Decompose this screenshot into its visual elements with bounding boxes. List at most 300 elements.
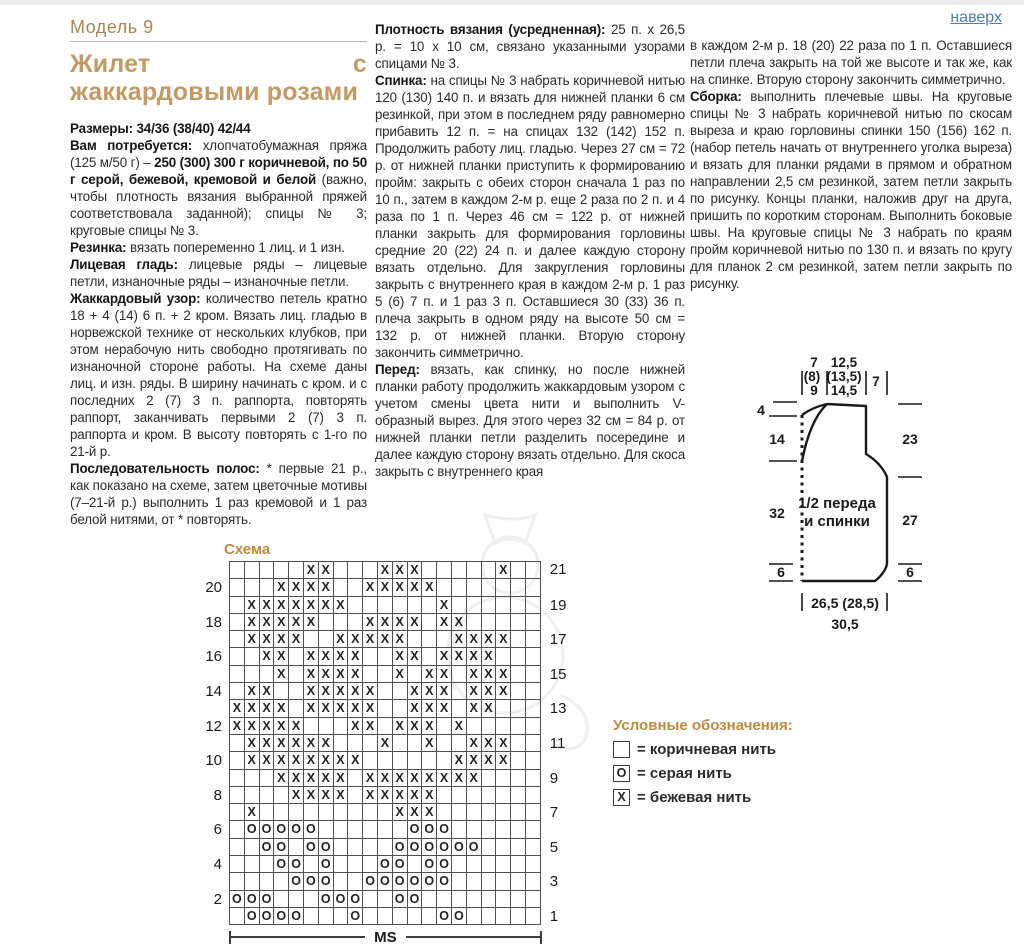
repeat-bracket xyxy=(229,927,542,944)
chart-cell: X xyxy=(408,770,423,787)
chart-cell xyxy=(363,666,378,683)
chart-row-1 xyxy=(196,908,571,925)
chart-cell: X xyxy=(304,683,319,700)
chart-cell: X xyxy=(348,648,363,665)
chart-cell xyxy=(230,579,245,596)
chart-cell: X xyxy=(348,683,363,700)
row-number-right: 3 xyxy=(549,873,559,891)
chart-cell: X xyxy=(482,683,497,700)
chart-cell: X xyxy=(260,614,275,631)
chart-cell xyxy=(526,908,541,925)
chart-cell: X xyxy=(393,562,408,579)
chart-cells xyxy=(229,614,541,631)
chart-cell: X xyxy=(319,787,334,804)
chart-row-8 xyxy=(196,787,571,804)
chart-cell xyxy=(274,873,289,890)
chart-cells xyxy=(229,718,541,735)
chart-cell xyxy=(289,648,304,665)
chart-cell: X xyxy=(274,752,289,769)
chart-cell: X xyxy=(289,718,304,735)
chart-cell xyxy=(437,752,452,769)
chart-cell: X xyxy=(274,666,289,683)
row-number-right: 17 xyxy=(549,631,567,649)
chart-cell xyxy=(274,787,289,804)
chart-cell: X xyxy=(363,700,378,717)
row-number-right xyxy=(541,718,571,735)
paragraph: Резинка: вязать попеременно 1 лиц. и 1 изн. xyxy=(70,240,345,255)
paragraph: Жаккардовый узор: количество петель кратно 18 + 4 (14) 6 п. + 2 кром. Вязать лиц. гладью в норвежской технике от нескольких клубков, при этом нерабочую нить свободно протягивать по изнаночной стороне работы. На схеме даны лиц. и изн. ряды. В ширину начинать с кром. и с последних 2 (7) 3 п. раппорта, повторять раппорт, заканчивать первыми 2 (7) 3 п. раппорта и кром. В высоту повторять с 1-го по 21-й р. xyxy=(70,291,367,459)
chart-cell xyxy=(422,891,437,908)
chart-cell xyxy=(482,821,497,838)
chart-cell: X xyxy=(422,735,437,752)
chart-cell: X xyxy=(482,648,497,665)
chart-cell: X xyxy=(245,718,260,735)
chart-cell: X xyxy=(378,631,393,648)
chart-cell xyxy=(260,804,275,821)
chart-cell: O xyxy=(422,821,437,838)
chart-cell: X xyxy=(260,597,275,614)
chart-cell xyxy=(511,908,526,925)
chart-cell xyxy=(467,597,482,614)
chart-cell xyxy=(526,579,541,596)
chart-cell xyxy=(496,787,511,804)
row-number-left xyxy=(196,873,229,890)
legend-symbol-box: O xyxy=(613,765,630,782)
legend-label: = серая нить xyxy=(637,765,732,782)
chart-cell: X xyxy=(378,735,393,752)
chart-cell xyxy=(482,579,497,596)
chart-cell xyxy=(467,891,482,908)
chart-cell xyxy=(334,579,349,596)
chart-cell: X xyxy=(319,735,334,752)
chart-row-19 xyxy=(196,597,571,614)
chart-cell: O xyxy=(260,908,275,925)
chart-cell xyxy=(408,908,423,925)
chart-cell xyxy=(245,873,260,890)
chart-cell xyxy=(230,614,245,631)
chart-cell xyxy=(319,804,334,821)
chart-cell: O xyxy=(319,891,334,908)
chart-cell xyxy=(452,683,467,700)
chart-cells xyxy=(229,787,541,804)
chart-cell xyxy=(378,839,393,856)
chart-cell: X xyxy=(408,683,423,700)
chart-cell xyxy=(496,821,511,838)
row-number-left xyxy=(196,561,229,579)
chart-cell: X xyxy=(245,631,260,648)
chart-cell xyxy=(230,683,245,700)
chart-cell: X xyxy=(437,683,452,700)
chart-cell: X xyxy=(334,770,349,787)
chart-cells xyxy=(229,873,541,890)
row-number-right xyxy=(541,787,571,804)
garment-outline xyxy=(802,404,887,581)
chart-cell: X xyxy=(422,718,437,735)
bracket-tick-right xyxy=(540,931,542,944)
chart-cell xyxy=(378,752,393,769)
chart-cell: X xyxy=(274,700,289,717)
row-number-left xyxy=(196,735,229,752)
chart-cell xyxy=(452,804,467,821)
chart-cell: X xyxy=(452,631,467,648)
chart-row-21 xyxy=(196,561,571,579)
chart-cell: X xyxy=(393,579,408,596)
chart-row-14 xyxy=(196,683,571,700)
chart-cell: O xyxy=(289,856,304,873)
chart-cell xyxy=(482,718,497,735)
chart-cell: X xyxy=(363,770,378,787)
chart-cell xyxy=(482,908,497,925)
chart-cell xyxy=(482,614,497,631)
row-number-left: 20 xyxy=(205,579,222,597)
chart-cell xyxy=(348,579,363,596)
paragraph: Последовательность полос: * первые 21 р., как показано на схеме, затем цветочные мотивы (7–21-й р.) выполнить 1 раз кремовой и 1 раз белой нитями, от * повторять. xyxy=(70,461,367,527)
chart-cell xyxy=(304,804,319,821)
chart-row-16 xyxy=(196,648,571,665)
dim-right-6: 6 xyxy=(906,564,914,580)
chart-cell xyxy=(496,579,511,596)
chart-cell xyxy=(363,821,378,838)
chart-cell xyxy=(422,648,437,665)
chart-cell xyxy=(467,908,482,925)
chart-row-17 xyxy=(196,631,571,648)
chart-cells xyxy=(229,561,541,579)
chart-cell xyxy=(511,770,526,787)
chart-cell: O xyxy=(304,873,319,890)
chart-cell xyxy=(408,856,423,873)
text-column-3 xyxy=(690,37,1012,292)
chart-cell xyxy=(334,614,349,631)
chart-cell xyxy=(378,804,393,821)
chart-cell xyxy=(260,562,275,579)
chart-cell xyxy=(437,735,452,752)
schematic-label-line1: 1/2 переда xyxy=(798,495,876,512)
chart-cell xyxy=(452,579,467,596)
chart-row-3 xyxy=(196,873,571,890)
chart-cell xyxy=(230,787,245,804)
chart-cell: X xyxy=(393,614,408,631)
chart-cells xyxy=(229,752,541,769)
chart-row-20 xyxy=(196,579,571,596)
chart-cell: X xyxy=(378,770,393,787)
chart-cell xyxy=(526,752,541,769)
chart-cell: X xyxy=(378,579,393,596)
chart-cell: X xyxy=(289,631,304,648)
chart-cell: X xyxy=(260,683,275,700)
chart-cell xyxy=(422,631,437,648)
chart-cell: O xyxy=(348,891,363,908)
chart-cell xyxy=(526,804,541,821)
chart-cell xyxy=(452,787,467,804)
chart-cell xyxy=(511,631,526,648)
row-number-left: 12 xyxy=(205,717,222,735)
row-number-right: 21 xyxy=(549,561,567,578)
chart-cell xyxy=(230,752,245,769)
chart-cells xyxy=(229,631,541,648)
chart-cell: O xyxy=(408,891,423,908)
chart-cell xyxy=(467,873,482,890)
legend-title: Условные обозначения: xyxy=(613,717,793,734)
chart-cell: O xyxy=(408,821,423,838)
chart-cell xyxy=(408,666,423,683)
chart-cell xyxy=(363,908,378,925)
chart-cell: O xyxy=(304,821,319,838)
chart-cell: X xyxy=(274,597,289,614)
chart-cell xyxy=(526,891,541,908)
chart-cell: X xyxy=(289,614,304,631)
chart-cell xyxy=(452,562,467,579)
chart-cell: X xyxy=(482,631,497,648)
chart-cell xyxy=(482,873,497,890)
chart-cell xyxy=(319,821,334,838)
repeat-label: MS xyxy=(374,928,397,944)
chart-cell xyxy=(378,908,393,925)
chart-cell xyxy=(496,873,511,890)
chart-row-12 xyxy=(196,718,571,735)
chart-cell xyxy=(363,597,378,614)
chart-cell xyxy=(230,631,245,648)
row-number-right xyxy=(541,856,571,873)
chart-cell xyxy=(408,752,423,769)
chart-cell: X xyxy=(363,787,378,804)
chart-cell xyxy=(260,666,275,683)
chart-cell xyxy=(304,631,319,648)
chart-cell xyxy=(437,718,452,735)
chart-cell xyxy=(482,856,497,873)
chart-cell xyxy=(230,648,245,665)
chart-cell: X xyxy=(274,718,289,735)
chart-cell xyxy=(230,839,245,856)
chart-cell xyxy=(260,873,275,890)
row-number-right xyxy=(541,821,571,838)
chart-cell xyxy=(378,891,393,908)
chart-cell: X xyxy=(408,804,423,821)
chart-cell: X xyxy=(408,648,423,665)
chart-cell: X xyxy=(496,752,511,769)
chart-cell: X xyxy=(319,562,334,579)
chart-cell xyxy=(526,770,541,787)
chart-cell: X xyxy=(408,787,423,804)
chart-cell xyxy=(496,891,511,908)
chart-cell: X xyxy=(408,614,423,631)
chart-cell xyxy=(230,821,245,838)
chart-cell xyxy=(526,821,541,838)
legend-item xyxy=(613,741,793,758)
chart-cell xyxy=(245,562,260,579)
row-number-left: 10 xyxy=(205,752,222,770)
chart-cell xyxy=(526,683,541,700)
chart-cell xyxy=(526,856,541,873)
text-column-2 xyxy=(375,21,685,480)
chart-cell: O xyxy=(437,821,452,838)
chart-cell: X xyxy=(319,770,334,787)
chart-cell: X xyxy=(230,718,245,735)
chart-cell: O xyxy=(393,839,408,856)
chart-cell xyxy=(289,700,304,717)
chart-cell xyxy=(334,821,349,838)
row-number-left: 4 xyxy=(213,856,222,874)
chart-cell xyxy=(348,839,363,856)
back-to-top-link[interactable]: наверх xyxy=(950,9,1002,26)
chart-cell xyxy=(304,908,319,925)
chart-cell xyxy=(511,873,526,890)
chart-cell: X xyxy=(334,648,349,665)
chart-cell xyxy=(408,631,423,648)
dim-top1-a: 7 xyxy=(810,355,818,370)
chart-cell xyxy=(245,770,260,787)
chart-cell xyxy=(378,821,393,838)
chart-cell: X xyxy=(304,648,319,665)
chart-cell: X xyxy=(393,770,408,787)
chart-cell: X xyxy=(467,735,482,752)
chart-cell xyxy=(467,579,482,596)
chart-cell: X xyxy=(334,700,349,717)
chart-cell: X xyxy=(496,631,511,648)
chart-cell: X xyxy=(334,787,349,804)
row-number-left: 14 xyxy=(205,683,222,701)
chart-cell xyxy=(348,821,363,838)
chart-cell: X xyxy=(260,752,275,769)
chart-cell: X xyxy=(260,735,275,752)
chart-cell: X xyxy=(422,787,437,804)
chart-cell xyxy=(511,614,526,631)
chart-cell: O xyxy=(378,856,393,873)
chart-cell xyxy=(274,891,289,908)
chart-cell xyxy=(304,718,319,735)
chart-cell xyxy=(526,839,541,856)
chart-cell xyxy=(452,873,467,890)
chart-cell: X xyxy=(274,614,289,631)
chart-cell xyxy=(363,891,378,908)
chart-cell: X xyxy=(334,666,349,683)
chart-cell xyxy=(496,614,511,631)
chart-row-13 xyxy=(196,700,571,717)
chart-cell: O xyxy=(437,839,452,856)
chart-cell xyxy=(511,597,526,614)
chart-cell: O xyxy=(289,908,304,925)
column-1-paragraphs xyxy=(70,120,367,528)
chart-cell: X xyxy=(274,648,289,665)
row-number-right: 5 xyxy=(549,838,559,856)
chart-cell: X xyxy=(274,770,289,787)
chart-cell: X xyxy=(230,700,245,717)
chart-cells xyxy=(229,579,541,596)
chart-cell xyxy=(511,579,526,596)
chart-cell xyxy=(230,856,245,873)
chart-cell: O xyxy=(452,908,467,925)
chart-cell: X xyxy=(422,666,437,683)
bracket-line-right xyxy=(406,936,540,938)
chart-row-7 xyxy=(196,804,571,821)
chart-cell xyxy=(378,718,393,735)
chart-row-5 xyxy=(196,839,571,856)
chart-cell xyxy=(393,752,408,769)
chart-cell: O xyxy=(319,873,334,890)
chart-row-2 xyxy=(196,891,571,908)
chart-cell: O xyxy=(245,891,260,908)
chart-cell xyxy=(348,770,363,787)
chart-cell: X xyxy=(408,700,423,717)
chart-cell: X xyxy=(334,631,349,648)
chart-cells xyxy=(229,908,541,925)
chart-cell xyxy=(511,666,526,683)
chart-cell: X xyxy=(289,787,304,804)
chart-cell: X xyxy=(437,648,452,665)
chart-cell: O xyxy=(304,839,319,856)
chart-cell xyxy=(482,562,497,579)
chart-cell: X xyxy=(378,562,393,579)
row-number-right xyxy=(541,614,571,631)
chart-cell xyxy=(348,614,363,631)
chart-cell xyxy=(437,787,452,804)
chart-cell: X xyxy=(348,718,363,735)
chart-cell xyxy=(511,891,526,908)
chart-cell xyxy=(245,839,260,856)
chart-cells xyxy=(229,821,541,838)
chart-cell xyxy=(482,770,497,787)
chart-cell xyxy=(363,804,378,821)
chart-cell: O xyxy=(274,908,289,925)
chart-cell xyxy=(334,804,349,821)
chart-cell: O xyxy=(408,839,423,856)
chart-cell: X xyxy=(304,770,319,787)
paragraph: в каждом 2-м р. 18 (20) 22 раза по 1 п. Оставшиеся петли плеча закрыть на той же высоте и так же, как на спинке. Вторую сторону закончить симметрично. xyxy=(690,38,1012,87)
row-number-right xyxy=(541,891,571,908)
chart-cell xyxy=(526,718,541,735)
chart-cell: X xyxy=(319,700,334,717)
header-rule xyxy=(70,41,367,42)
chart-cell xyxy=(334,873,349,890)
chart-cell: X xyxy=(467,631,482,648)
schematic-label-line2: и спинки xyxy=(804,513,870,530)
chart-cell: O xyxy=(289,873,304,890)
dim-right-23: 23 xyxy=(902,431,918,447)
dim-top1-b: (8) xyxy=(803,369,821,384)
chart-cell: X xyxy=(452,770,467,787)
chart-cell: O xyxy=(260,839,275,856)
chart-cells xyxy=(229,891,541,908)
legend-items xyxy=(613,741,793,806)
chart-cell: O xyxy=(274,839,289,856)
chart-cell xyxy=(482,787,497,804)
chart-cell: X xyxy=(408,579,423,596)
chart-cell: X xyxy=(304,562,319,579)
chart-cell xyxy=(496,648,511,665)
row-number-left xyxy=(196,666,229,683)
chart-cells xyxy=(229,856,541,873)
legend-label: = коричневая нить xyxy=(637,741,777,758)
chart-cell: O xyxy=(393,873,408,890)
chart-cell xyxy=(334,735,349,752)
chart-cell: O xyxy=(260,821,275,838)
chart-cell: X xyxy=(348,752,363,769)
chart-cell xyxy=(319,631,334,648)
chart-cell: X xyxy=(393,631,408,648)
dim-top2-a: 12,5 xyxy=(830,355,858,370)
chart-cell xyxy=(526,666,541,683)
row-number-left: 2 xyxy=(213,890,222,908)
chart-cell: X xyxy=(304,614,319,631)
chart-cells xyxy=(229,700,541,717)
chart-cell xyxy=(526,562,541,579)
chart-cell: X xyxy=(289,597,304,614)
chart-cell: X xyxy=(334,683,349,700)
chart-cell xyxy=(496,700,511,717)
chart-cell xyxy=(393,735,408,752)
chart-cells xyxy=(229,648,541,665)
legend-item xyxy=(613,765,793,782)
chart-cell xyxy=(230,873,245,890)
